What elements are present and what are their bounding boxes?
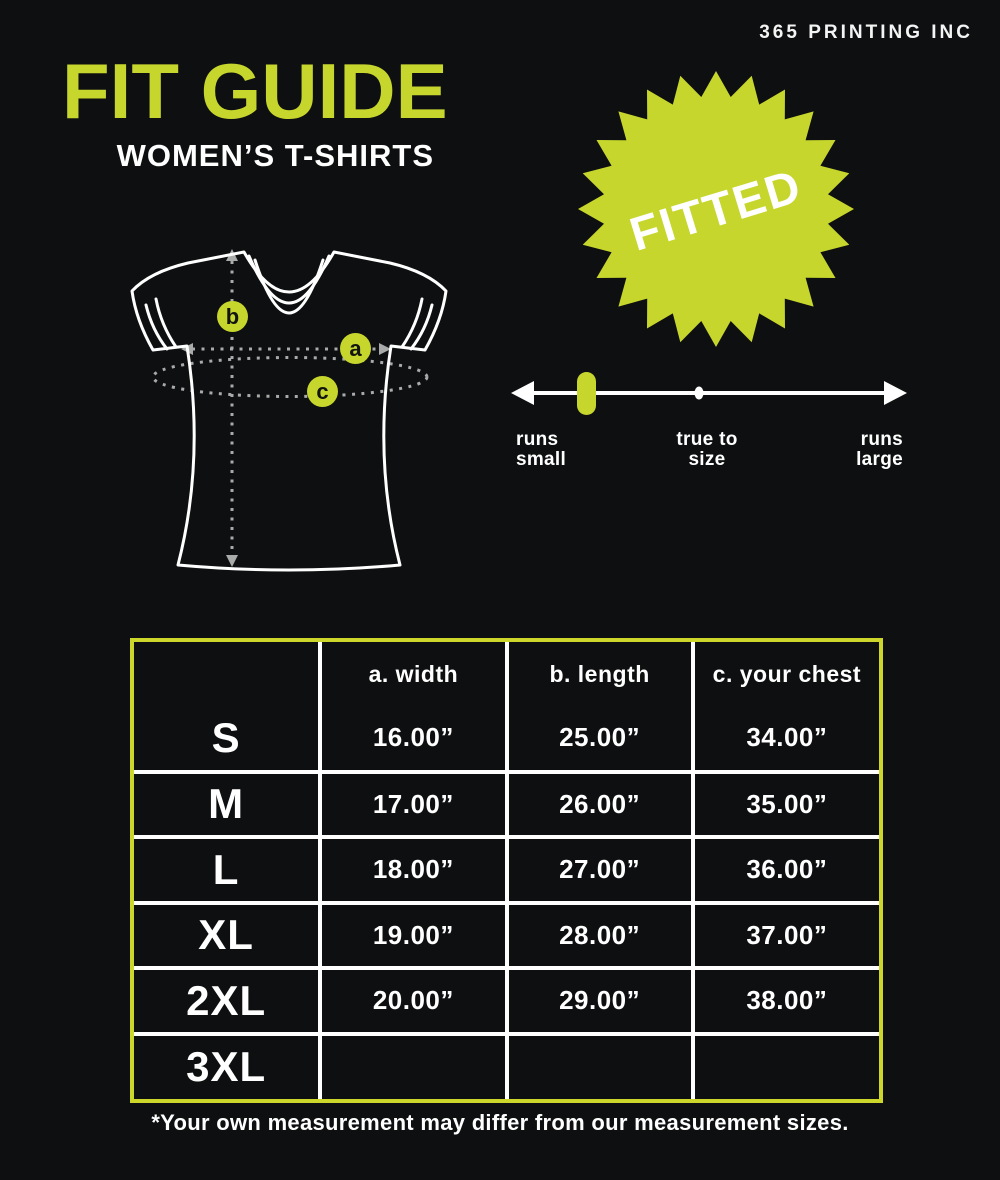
tshirt-outline [132,252,446,570]
length-cell: 29.00” [507,968,693,1034]
scale-label-runs-large: runs large [856,429,903,470]
size-cell: 3XL [134,1034,320,1100]
width-cell: 19.00” [320,903,506,969]
table-row [134,706,879,772]
chest-cell: 36.00” [693,837,879,903]
width-cell: 17.00” [320,772,506,838]
scale-label-runs-small: runs small [516,429,567,470]
size-cell: M [134,772,320,838]
chest-cell: 37.00” [693,903,879,969]
fit-indicator-marker [577,372,596,415]
fit-scale-arrow [511,372,907,415]
marker-chest-c: c [307,376,338,407]
table-row [134,837,879,903]
length-cell: 26.00” [507,772,693,838]
length-measure-line [226,249,238,567]
col-header-width: a. width [320,642,506,706]
scale-label-true-to-size: true to size [676,429,738,470]
brand-name: 365 PRINTING INC [759,22,973,43]
length-cell: 28.00” [507,903,693,969]
size-cell: L [134,837,320,903]
chest-cell: 38.00” [693,968,879,1034]
col-header-length: b. length [507,642,693,706]
table-row [134,903,879,969]
size-table-header-row [134,642,879,706]
true-to-size-dot [695,387,704,400]
size-cell: 2XL [134,968,320,1034]
table-row [134,772,879,838]
width-cell: 20.00” [320,968,506,1034]
fitted-badge-label: FITTED [623,158,808,261]
width-cell: 16.00” [320,706,506,772]
length-cell: 27.00” [507,837,693,903]
marker-length-b: b [217,301,248,332]
marker-width-a: a [340,333,371,364]
col-header-chest: c. your chest [693,642,879,706]
size-table [130,638,883,1103]
chest-cell: 35.00” [693,772,879,838]
chest-cell: 34.00” [693,706,879,772]
table-row [134,968,879,1034]
table-row [134,1034,879,1100]
page-title: FIT GUIDE [62,47,448,135]
size-cell: XL [134,903,320,969]
measurement-disclaimer: *Your own measurement may differ from our measurement sizes. [151,1110,849,1135]
width-cell [320,1034,506,1100]
page-subtitle: WOMEN’S T-SHIRTS [116,138,434,173]
size-cell: S [134,706,320,772]
chest-cell [693,1034,879,1100]
length-cell: 25.00” [507,706,693,772]
col-header-size [134,642,320,706]
width-cell: 18.00” [320,837,506,903]
length-cell [507,1034,693,1100]
